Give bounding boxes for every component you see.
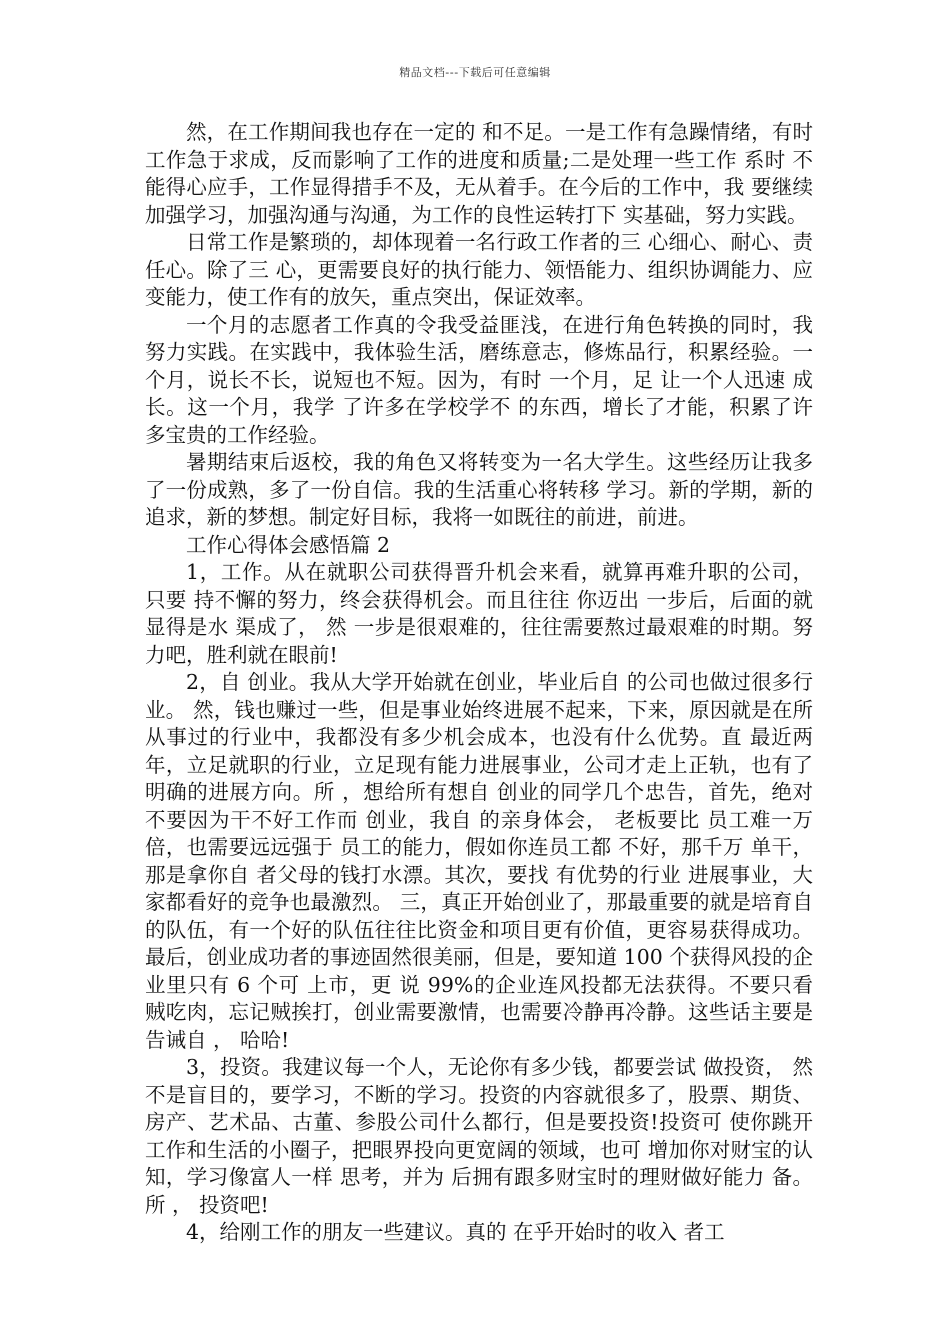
paragraph-volunteer: 一个月的志愿者工作真的令我受益匪浅，在进行角色转换的同时，我努力实践。在实践中，我体验生活，磨练意志，修炼品行，积累经验。一个月，说长不长，说短也不短。因为，有时 一个月，足 让一个人迅速 成长。这一个月，我学 了许多在学校学不 的东西，增长了才能，积累了许多宝贵的工作经验。 (145, 312, 813, 447)
paragraph-investment: 3，投资。我建议每一个人，无论你有多少钱，都要尝试 做投资， 然不是盲目的，要学习，不断的学习。投资的内容就很多了，股票、期货、房产、艺术品、古董、参股公司什么都行，但是要投资!投资可 使你跳开工作和生活的小圈子，把眼界投向更宽阔的领域，也可 增加你对财宝的认知，学习像富人一样 思考，并为 后拥有跟多财宝时的理财做好能力 备。所 ， 投资吧! (145, 1055, 813, 1217)
document-body (145, 119, 813, 1247)
paragraph-daily-work: 日常工作是繁琐的，却体现着一名行政工作者的三 心细心、耐心、责任心。除了三 心，更需要良好的执行能力、领悟能力、组织协调能力、应变能力，使工作有的放矢，重点突出，保证效率。 (145, 230, 813, 309)
paragraph-entrepreneurship: 2，自 创业。我从大学开始就在创业，毕业后自 的公司也做过很多行业。 然，钱也赚过一些，但是事业始终进展不起来，下来，原因就是在所从事过的行业中，我都没有多少机会成本，也没有什么优势。直 最近两年，立足就职的行业，立足现有能力进展事业，公司才走上正轨，也有了明确的进展方向。所 ，想给所有想自 创业的同学几个忠告，首先，绝对不要因为干不好工作而 创业，我自 的亲身体会， 老板要比 员工难一万倍，也需要远远强于 员工的能力，假如你连员工都 不好，那千万 单干，那是拿你自 者父母的钱打水漂。其次，要找 有优势的行业 进展事业，大家都看好的竞争也最激烈。 三，真正开始创业了，那最重要的就是培育自 的队伍，有一个好的队伍往往比资金和项目更有价值，更容易获得成功。最后，创业成功者的事迹固然很美丽，但是，要知道 100 个获得风投的企业里只有 6 个可 上市，更 说 99%的企业连风投都无法获得。不要只看 贼吃肉，忘记贼挨打，创业需要激情，也需要冷静再冷静。这些话主要是告诫自 ， 哈哈! (145, 670, 813, 1052)
paragraph-work: 1，工作。从在就职公司获得晋升机会来看，就算再难升职的公司，只要 持不懈的努力，终会获得机会。而且往往 你迈出 一步后，后面的就显得是水 渠成了， 然 一步是很艰难的，往往需要熬过最艰难的时期。努力吧，胜利就在眼前! (145, 560, 813, 667)
paragraph-return-school: 暑期结束后返校，我的角色又将转变为一名大学生。这些经历让我多了一份成熟，多了一份自信。我的生活重心将转移 学习。新的学期，新的追求，新的梦想。制定好目标，我将一如既往的前进，前进。 (145, 450, 813, 529)
paragraph-shortcomings: 然，在工作期间我也存在一定的 和不足。一是工作有急躁情绪，有时工作急于求成，反而影响了工作的进度和质量;二是处理一些工作 系时 不能得心应手，工作显得措手不及，无从着手。在今后的工作中，我 要继续加强学习，加强沟通与沟通，为工作的良性运转打下 实基础，努力实践。 (145, 120, 813, 227)
page-header: 精品文档---下载后可任意编辑 (399, 66, 551, 79)
section-heading: 工作心得体会感悟篇 2 (186, 532, 391, 557)
paragraph-advice: 4，给刚工作的朋友一些建议。真的 在乎开始时的收入 者工 (186, 1220, 725, 1244)
